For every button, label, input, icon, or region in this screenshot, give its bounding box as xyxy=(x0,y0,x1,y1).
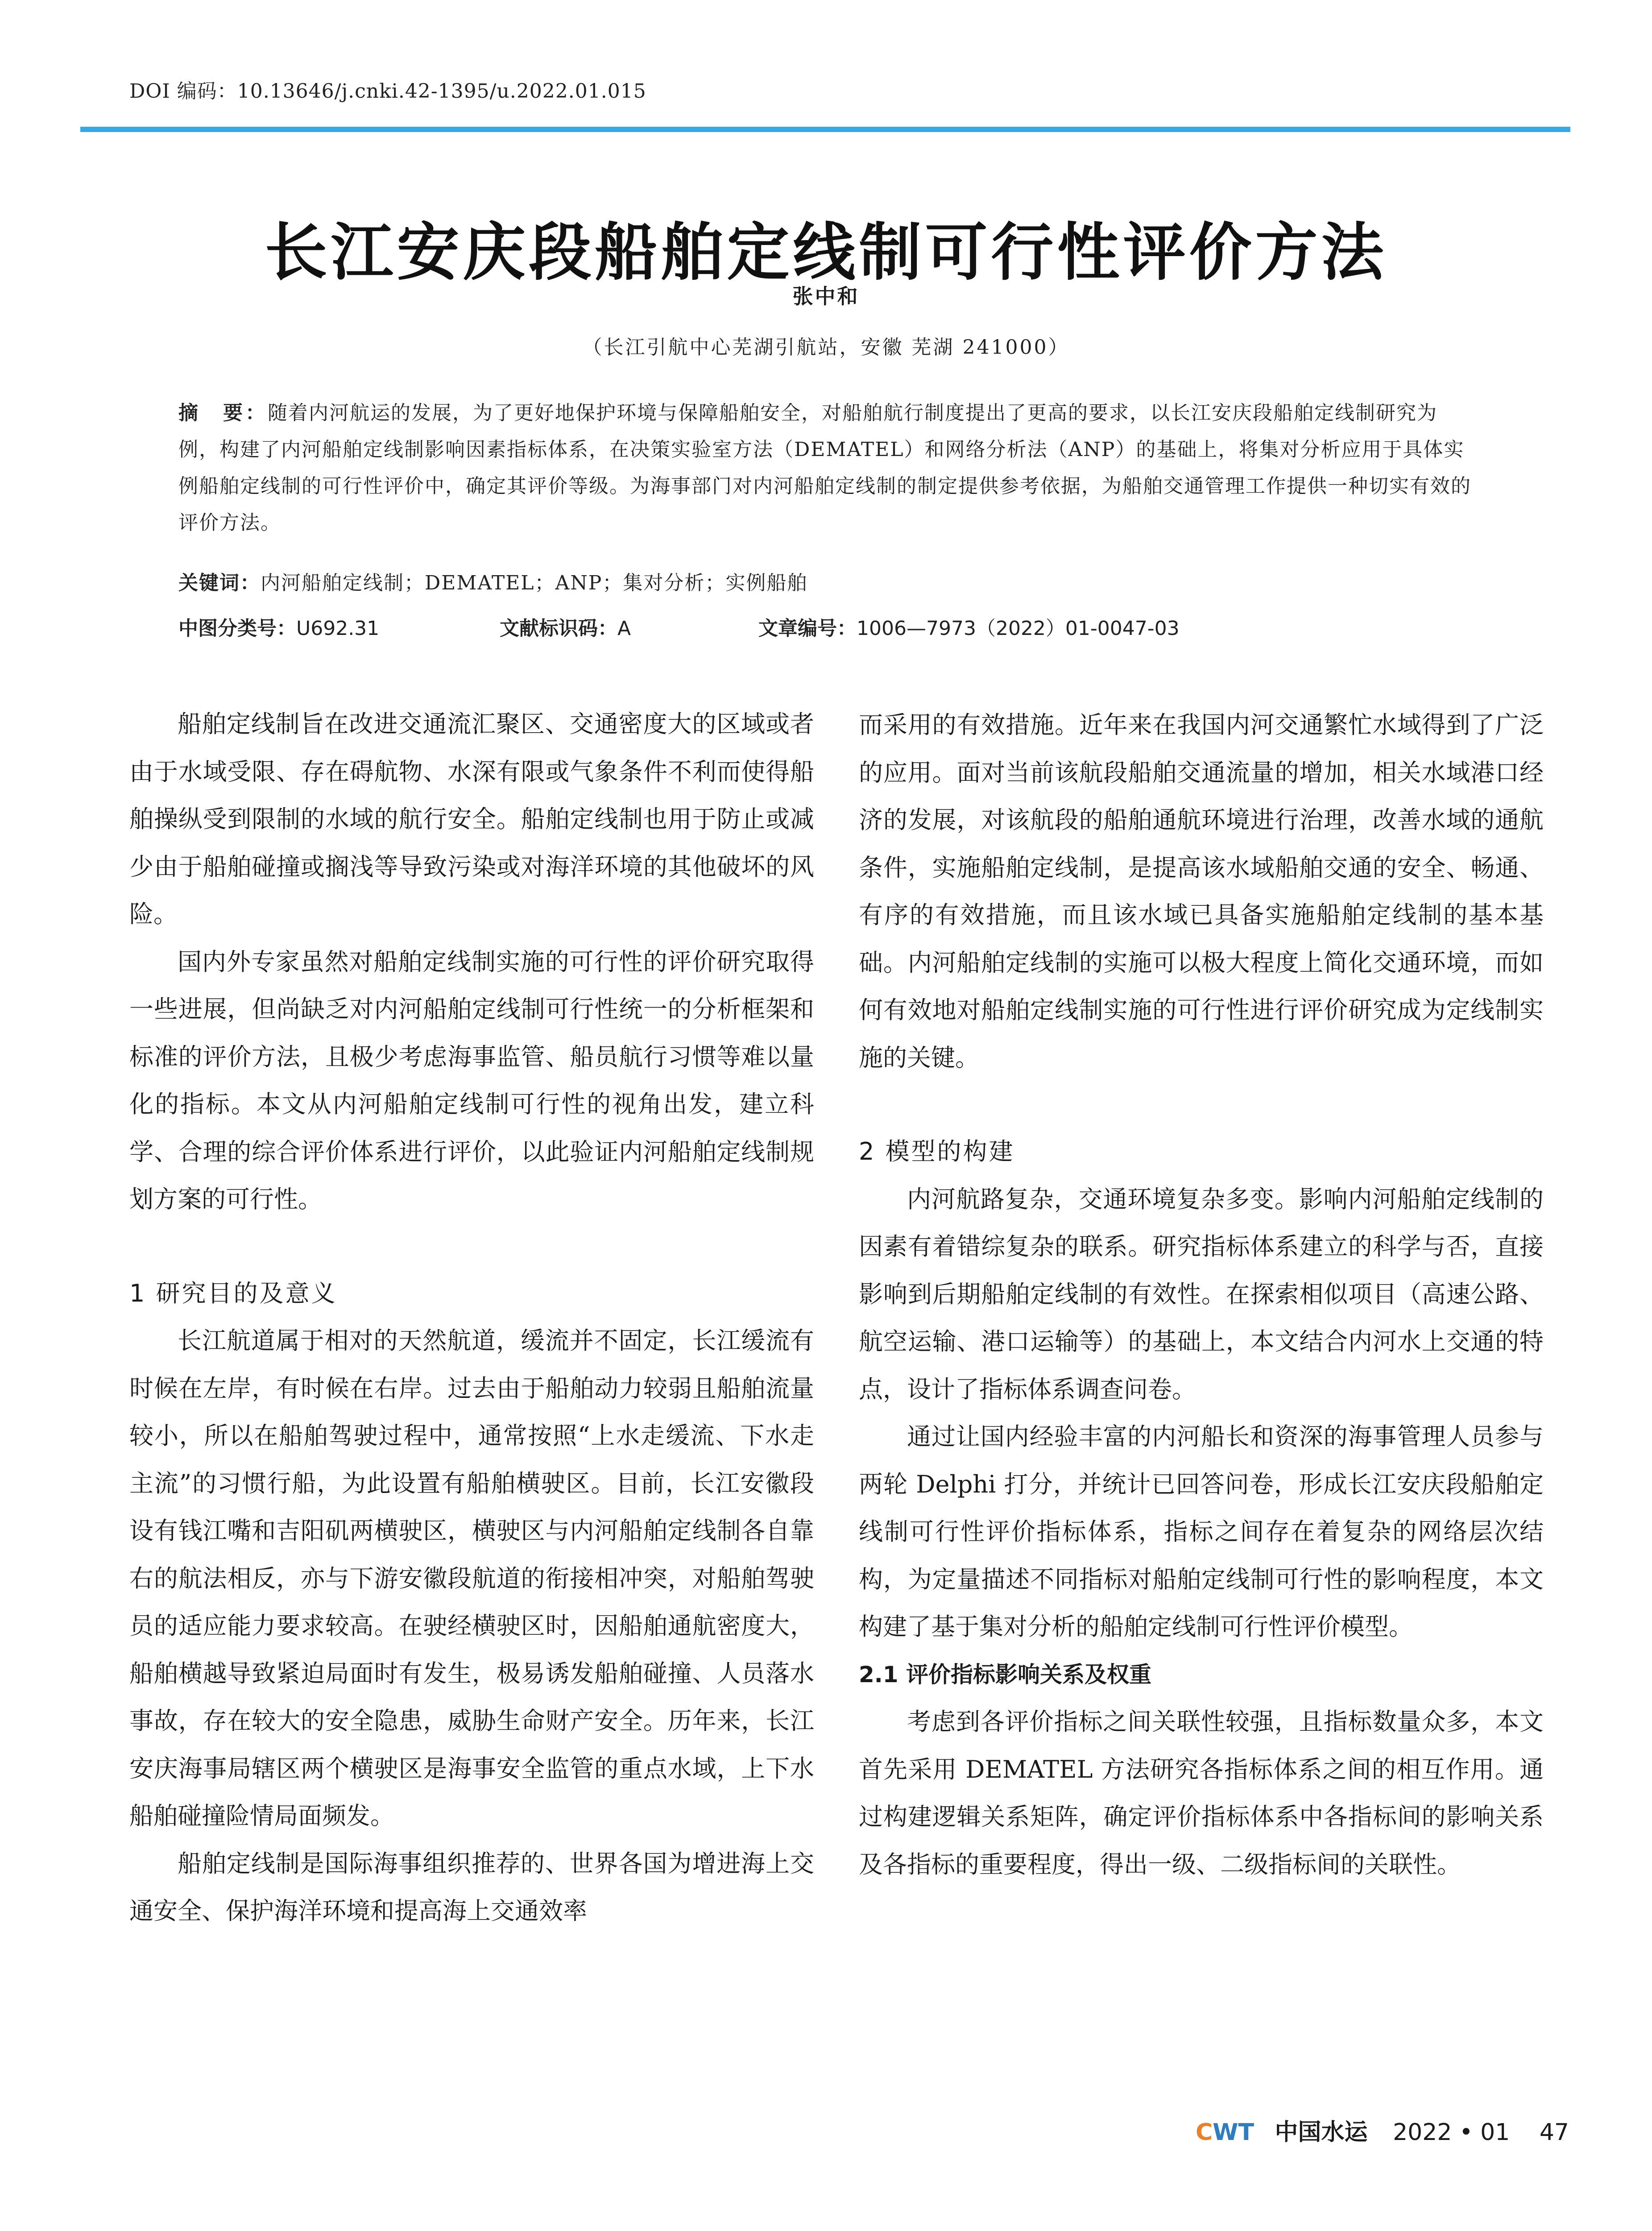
article-number xyxy=(758,612,1180,641)
paragraph: 而采用的有效措施。近年来在我国内河交通繁忙水域得到了广泛的应用。面对当前该航段船舶交通流量的增加，相关水域港口经济的发展，对该航段的船舶通航环境进行治理，改善水域的通航条件，实施船舶定线制，是提高该水域船舶交通的安全、畅通、有序的有效措施，而且该水域已具备实施船舶定线制的基本基础。内河船舶定线制的实施可以极大程度上简化交通环境，而如何有效地对船舶定线制实施的可行性进行评价研究成为定线制实施的关键。 xyxy=(859,711,1544,1072)
clc-value: U692.31 xyxy=(296,617,380,640)
article-label: 文章编号： xyxy=(758,617,857,640)
author-name: 张中和 xyxy=(792,284,860,308)
clc-code xyxy=(178,612,379,641)
paper-title: 长江安庆段船舶定线制可行性评价方法 xyxy=(265,216,1387,289)
paragraph: 考虑到各评价指标之间关联性较强，且指标数量众多，本文首先采用 DEMATEL 方法研究各指标体系之间的相互作用。通过构建逻辑关系矩阵，确定评价指标体系中各指标间的影响关系及各指标的重要程度，得出一级、二级指标间的关联性。 xyxy=(859,1708,1544,1879)
right-column xyxy=(859,701,1544,1888)
header-rule xyxy=(80,127,1570,132)
journal-name: 中国水运 xyxy=(1275,2119,1368,2146)
keywords xyxy=(178,567,1477,595)
paragraph: 船舶定线制旨在改进交通流汇聚区、交通密度大的区域或者由于水域受限、存在碍航物、水深有限或气象条件不利而使得船舶操纵受到限制的水域的航行安全。船舶定线制也用于防止或减少由于船舶碰撞或搁浅等导致污染或对海洋环境的其他破坏的风险。 xyxy=(129,710,814,928)
page-footer xyxy=(1196,2113,1569,2147)
page-number: 47 xyxy=(1539,2119,1569,2146)
section-heading-1: 1 研究目的及意义 xyxy=(129,1279,337,1307)
keywords-text: 内河船舶定线制；DEMATEL；ANP；集对分析；实例船舶 xyxy=(261,572,808,594)
left-column xyxy=(129,701,814,1935)
abstract xyxy=(178,395,1477,541)
journal-logo-wt: WT xyxy=(1213,2119,1254,2146)
subsection-heading-2-1: 2.1 评价指标影响关系及权重 xyxy=(859,1661,1151,1688)
abstract-label: 摘 要： xyxy=(178,402,268,424)
paragraph: 内河航路复杂，交通环境复杂多变。影响内河船舶定线制的因素有着错综复杂的联系。研究指标体系建立的科学与否，直接影响到后期船舶定线制的有效性。在探索相似项目（高速公路、航空运输、港口运输等）的基础上，本文结合内河水上交通的特点，设计了指标体系调查问卷。 xyxy=(859,1185,1544,1403)
doc-label: 文献标识码： xyxy=(500,617,617,640)
journal-logo-c: C xyxy=(1196,2119,1213,2146)
doc-value: A xyxy=(617,617,631,640)
issue-number: 2022 • 01 xyxy=(1393,2119,1510,2146)
author-affiliation: （长江引航中心芜湖引航站，安徽 芜湖 241000） xyxy=(582,336,1070,359)
document-code xyxy=(500,612,631,641)
clc-label: 中图分类号： xyxy=(178,617,296,640)
paragraph: 国内外专家虽然对船舶定线制实施的可行性的评价研究取得一些进展，但尚缺乏对内河船舶定线制可行性统一的分析框架和标准的评价方法，且极少考虑海事监管、船员航行习惯等难以量化的指标。本文从内河船舶定线制可行性的视角出发，建立科学、合理的综合评价体系进行评价，以此验证内河船舶定线制规划方案的可行性。 xyxy=(129,947,814,1213)
keywords-label: 关键词： xyxy=(178,572,261,594)
doi-code: DOI 编码：10.13646/j.cnki.42-1395/u.2022.01.015 xyxy=(129,80,646,103)
paragraph: 通过让国内经验丰富的内河船长和资深的海事管理人员参与两轮 Delphi 打分，并统计已回答问卷，形成长江安庆段船舶定线制可行性评价指标体系，指标之间存在着复杂的网络层次结构，为定量描述不同指标对船舶定线制可行性的影响程度，本文构建了基于集对分析的船舶定线制可行性评价模型。 xyxy=(859,1422,1544,1641)
paragraph: 船舶定线制是国际海事组织推荐的、世界各国为增进海上交通安全、保护海洋环境和提高海上交通效率 xyxy=(129,1849,814,1925)
section-heading-2: 2 模型的构建 xyxy=(859,1137,1015,1165)
article-value: 1006—7973（2022）01-0047-03 xyxy=(857,617,1180,640)
paragraph: 长江航道属于相对的天然航道，缓流并不固定，长江缓流有时候在左岸，有时候在右岸。过去由于船舶动力较弱且船舶流量较小，所以在船舶驾驶过程中，通常按照“上水走缓流、下水走主流”的习惯行船，为此设置有船舶横驶区。目前，长江安徽段设有钱江嘴和吉阳矶两横驶区，横驶区与内河船舶定线制各自靠右的航法相反，亦与下游安徽段航道的衔接相冲突，对船舶驾驶员的适应能力要求较高。在驶经横驶区时，因船舶通航密度大，船舶横越导致紧迫局面时有发生，极易诱发船舶碰撞、人员落水事故，存在较大的安全隐患，威胁生命财产安全。历年来，长江安庆海事局辖区两个横驶区是海事安全监管的重点水域，上下水船舶碰撞险情局面频发。 xyxy=(129,1327,814,1830)
abstract-text: 随着内河航运的发展，为了更好地保护环境与保障船舶安全，对船舶航行制度提出了更高的要求，以长江安庆段船舶定线制研究为例，构建了内河船舶定线制影响因素指标体系，在决策实验室方法（DEMATEL）和网络分析法（ANP）的基础上，将集对分析应用于具体实例船舶定线制的可行性评价中，确定其评价等级。为海事部门对内河船舶定线制的制定提供参考依据，为船舶交通管理工作提供一种切实有效的评价方法。 xyxy=(178,402,1471,534)
